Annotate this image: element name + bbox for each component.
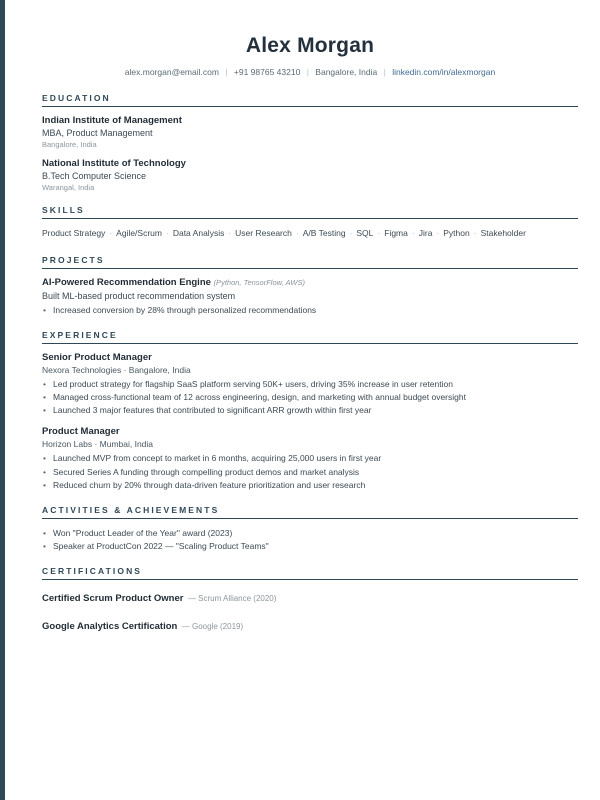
skill-item: Stakeholder [480, 228, 526, 238]
education-degree: MBA, Product Management [42, 128, 153, 138]
project-description: Built ML-based product recommendation system [42, 290, 236, 301]
skills-list: Product Strategy · Agile/Scrum · Data Analysis · User Research · A/B Testing · SQL · Figma · Jira · Python · Stakeholder [42, 228, 526, 238]
experience-item [42, 426, 578, 492]
skill-item: Jira [418, 228, 433, 238]
project-bullet: • Increased conversion by 28% through personalized recommendations [42, 304, 578, 317]
education-degree: B.Tech Computer Science [42, 171, 147, 181]
contact-location: Bangalore, India [315, 67, 378, 77]
certification-issuer: — Google (2019) [181, 622, 244, 632]
section-title-education: EDUCATION [42, 93, 578, 107]
contact-phone[interactable]: +91 98765 43210 [233, 67, 301, 77]
left-accent-bar [0, 0, 5, 800]
certification-item [42, 616, 578, 634]
section-title-projects: PROJECTS [42, 255, 578, 269]
job-bullet: • Led product strategy for flagship SaaS platform serving 50K+ users, driving 35% increase in user retention [42, 378, 578, 391]
education-item [42, 158, 578, 192]
job-title: Product Manager [42, 426, 120, 438]
job-bullet: • Launched MVP from concept to market in 6 months, acquiring 25,000 users in first year [42, 452, 578, 465]
job-bullet: • Managed cross-functional team of 12 across engineering, design, and marketing with annual budget oversight [42, 391, 578, 404]
education-location: Warangal, India [42, 183, 95, 192]
education-item [42, 115, 578, 149]
activity-item: • Won "Product Leader of the Year" award (2023) [42, 527, 578, 540]
skill-item: User Research [235, 228, 292, 238]
project-name: AI-Powered Recommendation Engine [42, 276, 211, 288]
skill-item: SQL [356, 228, 374, 238]
project-stack: (Python, TensorFlow, AWS) [213, 277, 305, 287]
skill-item: Data Analysis [172, 228, 225, 238]
skill-item: A/B Testing [302, 228, 346, 238]
job-meta: Nexora Technologies · Bangalore, India [42, 364, 191, 375]
section-title-activities: ACTIVITIES & ACHIEVEMENTS [42, 505, 578, 519]
section-title-certifications: CERTIFICATIONS [42, 566, 578, 580]
skill-item: Agile/Scrum [116, 228, 162, 238]
job-bullet: • Launched 3 major features that contributed to significant ARR growth within first year [42, 404, 578, 417]
section-title-experience: EXPERIENCE [42, 330, 578, 344]
project-item [42, 277, 578, 317]
education-school: National Institute of Technology [42, 158, 186, 169]
job-bullet: • Reduced churn by 20% through data-driven feature prioritization and user research [42, 479, 578, 492]
skill-item: Product Strategy [42, 228, 106, 238]
job-bullet: • Secured Series A funding through compelling product demos and market analysis [42, 466, 578, 479]
section-title-skills: SKILLS [42, 205, 578, 219]
certification-name: Google Analytics Certification [42, 621, 178, 633]
project-header [42, 277, 578, 288]
page-title: Alex Morgan [245, 34, 375, 57]
contact-line [42, 67, 578, 77]
education-school: Indian Institute of Management [42, 115, 182, 126]
certification-name: Certified Scrum Product Owner [42, 593, 184, 605]
contact-email[interactable]: alex.morgan@email.com [124, 67, 219, 77]
contact-linkedin-link[interactable]: linkedin.com/in/alexmorgan [392, 67, 496, 77]
activity-item: • Speaker at ProductCon 2022 — "Scaling Product Teams" [42, 540, 578, 553]
contact-separator: | [306, 67, 309, 77]
job-title: Senior Product Manager [42, 351, 152, 363]
certification-item [42, 588, 578, 606]
certification-issuer: — Scrum Alliance (2020) [187, 594, 277, 604]
contact-separator: | [225, 67, 228, 77]
experience-item [42, 352, 578, 418]
education-location: Bangalore, India [42, 140, 97, 149]
skill-item: Figma [384, 228, 408, 238]
skill-item: Python [443, 228, 470, 238]
contact-separator: | [383, 67, 386, 77]
job-meta: Horizon Labs · Mumbai, India [42, 439, 154, 450]
